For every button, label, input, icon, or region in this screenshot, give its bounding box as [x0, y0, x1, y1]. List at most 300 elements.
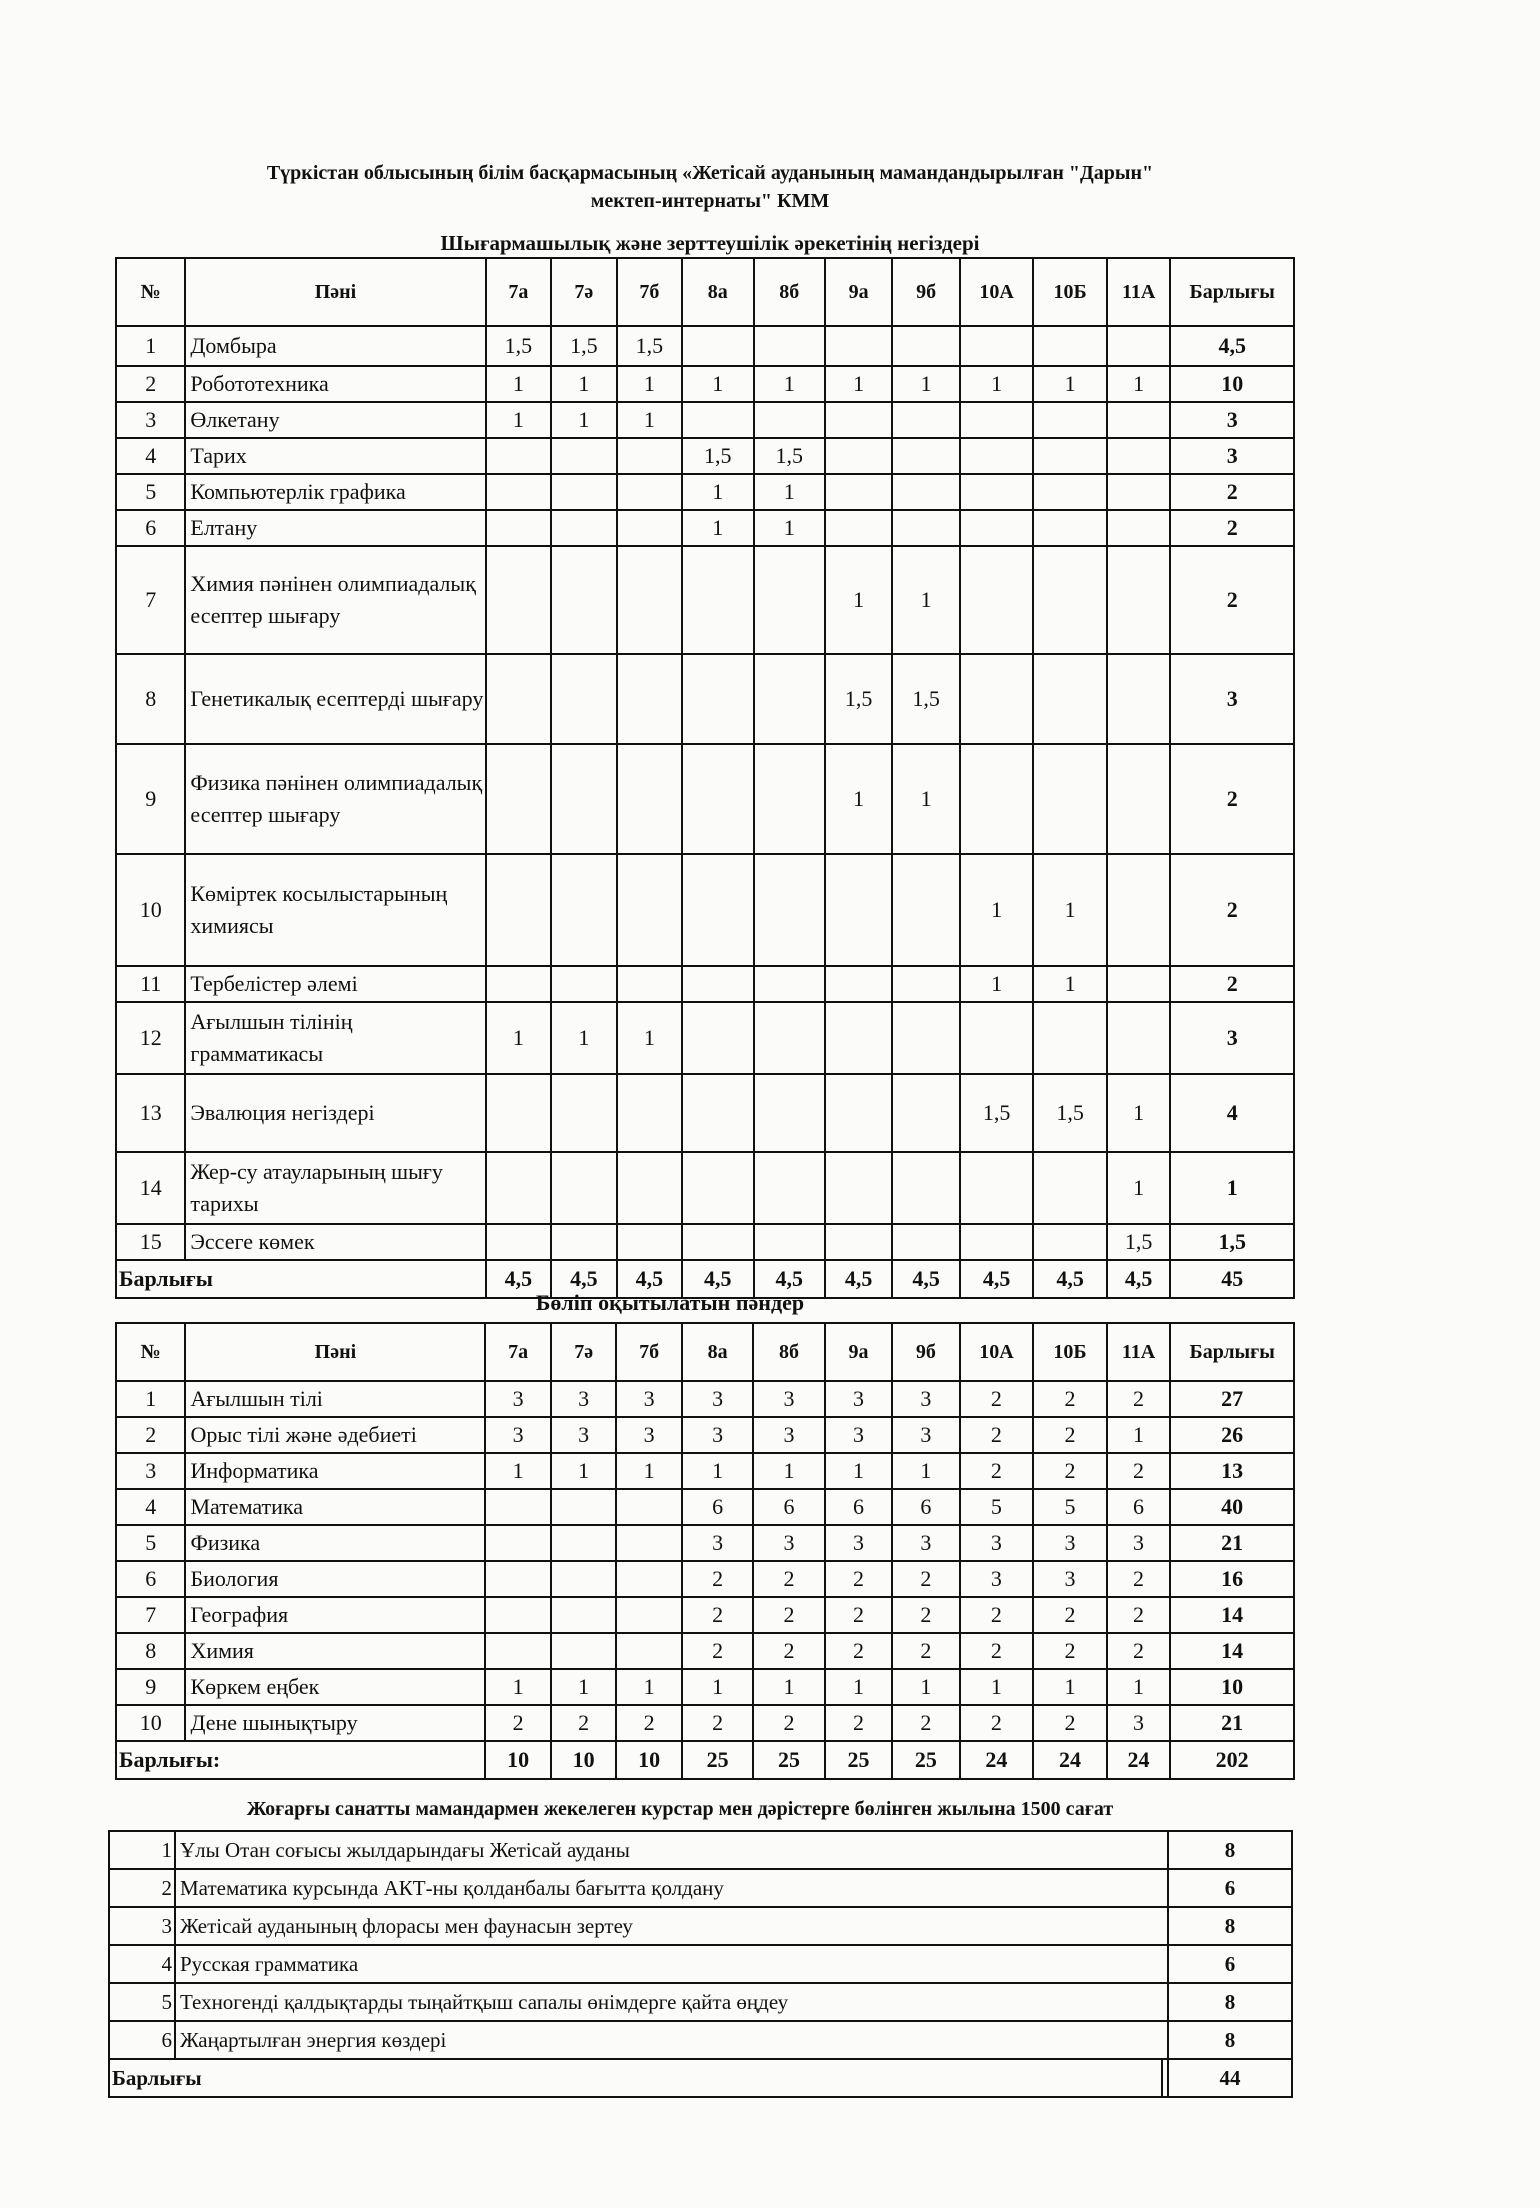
hours-cell: 6	[682, 1489, 753, 1525]
subject-name: Химия пәнінен олимпиадалық есептер шығару	[185, 546, 485, 654]
hours-cell	[892, 474, 959, 510]
hours-cell: 1,5	[754, 438, 825, 474]
hours-cell	[616, 1489, 681, 1525]
hours-cell	[892, 1152, 959, 1224]
column-total: 4,5	[1107, 1260, 1171, 1298]
table-row	[116, 1705, 1294, 1741]
row-total: 2	[1170, 474, 1294, 510]
column-total: 4,5	[754, 1260, 825, 1298]
row-number: 3	[116, 1453, 185, 1489]
hours-cell	[754, 744, 825, 854]
table-row	[116, 1074, 1294, 1152]
table-row	[109, 1945, 1292, 1983]
hours-cell	[1033, 1002, 1106, 1074]
hours-cell: 1	[617, 402, 683, 438]
column-total: 4,5	[960, 1260, 1033, 1298]
course-name: Русская грамматика	[175, 1945, 1168, 1983]
table-row	[116, 1669, 1294, 1705]
hours-cell	[551, 510, 617, 546]
hours-cell: 2	[1033, 1453, 1107, 1489]
hours-cell: 1	[825, 546, 892, 654]
column-total: 4,5	[551, 1260, 617, 1298]
hours-cell	[551, 1561, 616, 1597]
hours-cell	[754, 402, 825, 438]
hours-cell	[960, 402, 1033, 438]
hours-cell	[485, 1633, 550, 1669]
row-total: 2	[1170, 854, 1294, 966]
course-name: Жаңартылған энергия көздері	[175, 2021, 1168, 2059]
hours-cell	[825, 438, 892, 474]
table-row	[116, 744, 1294, 854]
hours-cell: 1	[960, 966, 1033, 1002]
subject-name: Химия	[185, 1633, 485, 1669]
row-number: 3	[109, 1907, 175, 1945]
hours-cell: 2	[1107, 1561, 1171, 1597]
row-number: 8	[116, 654, 185, 744]
hours-cell	[825, 854, 892, 966]
hours-cell: 1	[960, 366, 1033, 402]
row-number: 1	[116, 1381, 185, 1417]
table-row	[116, 1002, 1294, 1074]
hours-cell: 1	[551, 1669, 616, 1705]
hours-cell	[825, 474, 892, 510]
row-total: 2	[1170, 744, 1294, 854]
hours-cell	[682, 744, 753, 854]
hours-cell: 6	[892, 1489, 959, 1525]
hours-cell: 1	[617, 1002, 683, 1074]
column-header: 7а	[486, 258, 552, 326]
subject-name: Компьютерлік графика	[185, 474, 485, 510]
table-row	[116, 1152, 1294, 1224]
row-number: 14	[116, 1152, 185, 1224]
hours-cell	[486, 966, 552, 1002]
row-total: 8	[1168, 2021, 1292, 2059]
hours-cell: 1	[486, 402, 552, 438]
hours-cell: 3	[892, 1381, 959, 1417]
hours-cell	[960, 474, 1033, 510]
row-number: 15	[116, 1224, 185, 1260]
hours-cell	[616, 1633, 681, 1669]
column-total: 10	[551, 1741, 616, 1779]
hours-cell: 1	[682, 474, 753, 510]
hours-cell	[1033, 546, 1106, 654]
hours-cell	[1107, 1002, 1171, 1074]
hours-cell: 1,5	[617, 326, 683, 366]
hours-cell	[960, 546, 1033, 654]
column-total: 4,5	[617, 1260, 683, 1298]
row-total: 3	[1170, 654, 1294, 744]
hours-cell	[1107, 546, 1171, 654]
table-courses	[108, 1830, 1293, 2098]
hours-cell	[1033, 1224, 1106, 1260]
hours-cell: 3	[753, 1381, 824, 1417]
row-total: 2	[1170, 510, 1294, 546]
hours-cell: 2	[825, 1633, 892, 1669]
column-header: 7б	[617, 258, 683, 326]
hours-cell: 3	[825, 1525, 892, 1561]
column-total: 4,5	[892, 1260, 959, 1298]
hours-cell: 1	[754, 474, 825, 510]
hours-cell: 2	[551, 1705, 616, 1741]
column-header: 7б	[616, 1323, 681, 1381]
hours-cell	[617, 854, 683, 966]
subject-name: Информатика	[185, 1453, 485, 1489]
course-name: Ұлы Отан соғысы жылдарындағы Жетісай ауданы	[175, 1831, 1168, 1869]
hours-cell	[1033, 510, 1106, 546]
hours-cell	[682, 546, 753, 654]
hours-cell: 1	[616, 1453, 681, 1489]
hours-cell: 1	[1107, 1074, 1171, 1152]
hours-cell	[1107, 744, 1171, 854]
row-total: 40	[1170, 1489, 1294, 1525]
hours-cell: 1,5	[825, 654, 892, 744]
row-total: 8	[1168, 1907, 1292, 1945]
hours-cell	[825, 1002, 892, 1074]
row-total: 3	[1170, 402, 1294, 438]
hours-cell	[892, 966, 959, 1002]
hours-cell	[754, 1224, 825, 1260]
hours-cell: 1	[754, 510, 825, 546]
subject-name: Ағылшын тілі	[185, 1381, 485, 1417]
table-row	[116, 1489, 1294, 1525]
hours-cell	[551, 1597, 616, 1633]
row-number: 10	[116, 854, 185, 966]
table-split-subjects	[115, 1322, 1295, 1780]
hours-cell	[892, 510, 959, 546]
hours-cell: 3	[1107, 1525, 1171, 1561]
subject-name: Елтану	[185, 510, 485, 546]
column-header: 8б	[753, 1323, 824, 1381]
row-number: 2	[109, 1869, 175, 1907]
hours-cell	[486, 546, 552, 654]
row-total: 14	[1170, 1633, 1294, 1669]
row-number: 9	[116, 744, 185, 854]
hours-cell: 2	[753, 1633, 824, 1669]
column-header: Барлығы	[1170, 1323, 1294, 1381]
hours-cell: 3	[825, 1381, 892, 1417]
subject-name: Дене шынықтыру	[185, 1705, 485, 1741]
column-header: 10Б	[1033, 1323, 1107, 1381]
hours-cell	[892, 1074, 959, 1152]
table-row	[116, 366, 1294, 402]
subject-name: Математика	[185, 1489, 485, 1525]
hours-cell: 2	[1107, 1597, 1171, 1633]
column-total: 25	[753, 1741, 824, 1779]
hours-cell	[485, 1597, 550, 1633]
column-header: 11А	[1107, 258, 1171, 326]
hours-cell: 2	[960, 1597, 1034, 1633]
hours-cell	[1033, 326, 1106, 366]
hours-cell	[551, 854, 617, 966]
hours-cell: 1	[1107, 1417, 1171, 1453]
hours-cell	[960, 1152, 1033, 1224]
hours-cell: 1	[960, 854, 1033, 966]
table-row	[109, 1869, 1292, 1907]
totals-label: Барлығы	[109, 2059, 1162, 2097]
row-total: 10	[1170, 366, 1294, 402]
row-total: 21	[1170, 1705, 1294, 1741]
table-row	[116, 1381, 1294, 1417]
table-row	[116, 510, 1294, 546]
column-header: 7а	[485, 1323, 550, 1381]
hours-cell	[1033, 654, 1106, 744]
hours-cell: 1	[825, 1669, 892, 1705]
hours-cell: 2	[682, 1561, 753, 1597]
hours-cell: 1	[682, 366, 753, 402]
row-number: 5	[109, 1983, 175, 2021]
hours-cell: 1	[960, 1669, 1034, 1705]
subject-name: Эссеге көмек	[185, 1224, 485, 1260]
hours-cell: 2	[825, 1597, 892, 1633]
hours-cell: 3	[1033, 1525, 1107, 1561]
hours-cell: 2	[892, 1561, 959, 1597]
table-row	[109, 1907, 1292, 1945]
column-total: 25	[825, 1741, 892, 1779]
hours-cell	[617, 510, 683, 546]
hours-cell	[1033, 1152, 1106, 1224]
hours-cell	[486, 744, 552, 854]
hours-cell: 1,5	[486, 326, 552, 366]
hours-cell: 3	[682, 1381, 753, 1417]
hours-cell: 2	[960, 1417, 1034, 1453]
table-row	[116, 1633, 1294, 1669]
table-row	[109, 2021, 1292, 2059]
hours-cell: 3	[960, 1525, 1034, 1561]
hours-cell: 3	[682, 1417, 753, 1453]
hours-cell: 5	[960, 1489, 1034, 1525]
column-header: 10Б	[1033, 258, 1106, 326]
hours-cell	[485, 1489, 550, 1525]
row-number: 3	[116, 402, 185, 438]
hours-cell	[1107, 654, 1171, 744]
grand-total: 44	[1168, 2059, 1292, 2097]
hours-cell	[486, 1224, 552, 1260]
column-total: 4,5	[682, 1260, 753, 1298]
column-header: Пәні	[185, 1323, 485, 1381]
hours-cell: 1	[892, 744, 959, 854]
row-total: 4,5	[1170, 326, 1294, 366]
hours-cell	[1107, 510, 1171, 546]
row-total: 3	[1170, 438, 1294, 474]
hours-cell	[1107, 326, 1171, 366]
hours-cell: 3	[485, 1417, 550, 1453]
hours-cell	[960, 438, 1033, 474]
row-total: 4	[1170, 1074, 1294, 1152]
hours-cell: 2	[1033, 1597, 1107, 1633]
hours-cell: 1	[551, 1002, 617, 1074]
hours-cell	[682, 966, 753, 1002]
hours-cell	[617, 546, 683, 654]
column-header: 11А	[1107, 1323, 1171, 1381]
row-number: 2	[116, 1417, 185, 1453]
hours-cell	[486, 510, 552, 546]
hours-cell: 1	[1033, 1669, 1107, 1705]
hours-cell	[960, 744, 1033, 854]
hours-cell: 1	[485, 1453, 550, 1489]
hours-cell	[617, 1074, 683, 1152]
column-header: Пәні	[185, 258, 485, 326]
hours-cell	[754, 1002, 825, 1074]
table-row	[116, 546, 1294, 654]
column-total: 4,5	[486, 1260, 552, 1298]
hours-cell: 3	[753, 1417, 824, 1453]
hours-cell	[551, 1633, 616, 1669]
totals-row	[109, 2059, 1292, 2097]
hours-cell	[1033, 402, 1106, 438]
hours-cell	[617, 1224, 683, 1260]
hours-cell	[1033, 474, 1106, 510]
hours-cell	[682, 326, 753, 366]
hours-cell: 1	[825, 366, 892, 402]
header-line-3: Шығармашылық және зерттеушілік әрекетінің негіздері	[440, 231, 980, 255]
hours-cell: 1	[617, 366, 683, 402]
row-total: 26	[1170, 1417, 1294, 1453]
column-header: 7ә	[551, 1323, 616, 1381]
hours-cell: 1	[1107, 1669, 1171, 1705]
row-number: 9	[116, 1669, 185, 1705]
hours-cell: 1	[551, 1453, 616, 1489]
hours-cell: 3	[1033, 1561, 1107, 1597]
table-row	[109, 1831, 1292, 1869]
hours-cell	[1033, 438, 1106, 474]
hours-cell: 2	[682, 1597, 753, 1633]
hours-cell	[825, 510, 892, 546]
hours-cell: 3	[753, 1525, 824, 1561]
hours-cell	[551, 1525, 616, 1561]
column-total: 24	[1107, 1741, 1171, 1779]
totals-row	[116, 1741, 1294, 1779]
row-total: 1,5	[1170, 1224, 1294, 1260]
column-header: №	[116, 1323, 185, 1381]
subject-name: Эвалюция негіздері	[185, 1074, 485, 1152]
hours-cell	[485, 1561, 550, 1597]
hours-cell: 1,5	[892, 654, 959, 744]
hours-cell	[960, 1224, 1033, 1260]
hours-cell: 2	[960, 1381, 1034, 1417]
hours-cell	[682, 1152, 753, 1224]
hours-cell	[617, 438, 683, 474]
hours-cell: 3	[892, 1417, 959, 1453]
column-header: 9б	[892, 1323, 959, 1381]
hours-cell	[486, 854, 552, 966]
subject-name: Физика пәнінен олимпиадалық есептер шығару	[185, 744, 485, 854]
hours-cell: 1,5	[960, 1074, 1033, 1152]
hours-cell	[682, 654, 753, 744]
table-row	[116, 326, 1294, 366]
hours-cell	[825, 402, 892, 438]
row-total: 10	[1170, 1669, 1294, 1705]
hours-cell	[754, 1074, 825, 1152]
hours-cell	[551, 1074, 617, 1152]
column-total: 25	[682, 1741, 753, 1779]
hours-cell: 2	[1033, 1633, 1107, 1669]
hours-cell	[551, 1152, 617, 1224]
grand-total: 202	[1170, 1741, 1294, 1779]
hours-cell: 6	[825, 1489, 892, 1525]
hours-cell: 2	[1107, 1381, 1171, 1417]
grand-total: 45	[1170, 1260, 1294, 1298]
hours-cell: 3	[485, 1381, 550, 1417]
row-number: 8	[116, 1633, 185, 1669]
row-total: 13	[1170, 1453, 1294, 1489]
hours-cell	[682, 1074, 753, 1152]
hours-cell	[1033, 744, 1106, 854]
hours-cell: 1	[1107, 1152, 1171, 1224]
hours-cell	[754, 546, 825, 654]
hours-cell: 2	[1033, 1417, 1107, 1453]
hours-cell: 3	[682, 1525, 753, 1561]
hours-cell	[616, 1597, 681, 1633]
row-number: 6	[116, 510, 185, 546]
row-number: 4	[116, 1489, 185, 1525]
hours-cell: 1,5	[551, 326, 617, 366]
hours-cell	[682, 1224, 753, 1260]
table-row	[116, 1525, 1294, 1561]
subject-name: Тарих	[185, 438, 485, 474]
hours-cell: 3	[825, 1417, 892, 1453]
hours-cell: 1	[616, 1669, 681, 1705]
table-creative-research	[115, 257, 1295, 1299]
hours-cell	[754, 1152, 825, 1224]
hours-cell: 2	[1033, 1705, 1107, 1741]
hours-cell: 1	[1107, 366, 1171, 402]
hours-cell	[486, 1152, 552, 1224]
column-total: 10	[616, 1741, 681, 1779]
row-total: 8	[1168, 1983, 1292, 2021]
row-total: 14	[1170, 1597, 1294, 1633]
hours-cell: 2	[682, 1705, 753, 1741]
hours-cell: 1	[551, 402, 617, 438]
hours-cell	[617, 966, 683, 1002]
hours-cell: 2	[825, 1561, 892, 1597]
hours-cell	[486, 1074, 552, 1152]
row-total: 6	[1168, 1945, 1292, 1983]
hours-cell: 3	[551, 1381, 616, 1417]
hours-cell	[551, 474, 617, 510]
hours-cell: 6	[1107, 1489, 1171, 1525]
hours-cell	[825, 1152, 892, 1224]
hours-cell: 2	[1107, 1453, 1171, 1489]
column-header: 8а	[682, 258, 753, 326]
table-row	[116, 438, 1294, 474]
hours-cell: 1	[1033, 854, 1106, 966]
hours-cell	[825, 1074, 892, 1152]
hours-cell: 6	[753, 1489, 824, 1525]
hours-cell	[960, 1002, 1033, 1074]
hours-cell	[754, 326, 825, 366]
hours-cell	[616, 1525, 681, 1561]
hours-cell: 1	[551, 366, 617, 402]
row-number: 5	[116, 1525, 185, 1561]
row-number: 2	[116, 366, 185, 402]
subject-name: Көміртек косылыстарының химиясы	[185, 854, 485, 966]
row-number: 11	[116, 966, 185, 1002]
hours-cell: 3	[616, 1417, 681, 1453]
hours-cell	[486, 474, 552, 510]
hours-cell: 1	[682, 1453, 753, 1489]
hours-cell	[825, 326, 892, 366]
hours-cell	[825, 966, 892, 1002]
hours-cell	[754, 654, 825, 744]
column-header: 9а	[825, 258, 892, 326]
course-name: Математика курсында АКТ-ны қолданбалы бағытта қолдану	[175, 1869, 1168, 1907]
hours-cell: 1	[486, 366, 552, 402]
column-header: 10А	[960, 1323, 1034, 1381]
hours-cell	[892, 854, 959, 966]
hours-cell	[960, 654, 1033, 744]
hours-cell	[1107, 966, 1171, 1002]
table-row	[116, 966, 1294, 1002]
